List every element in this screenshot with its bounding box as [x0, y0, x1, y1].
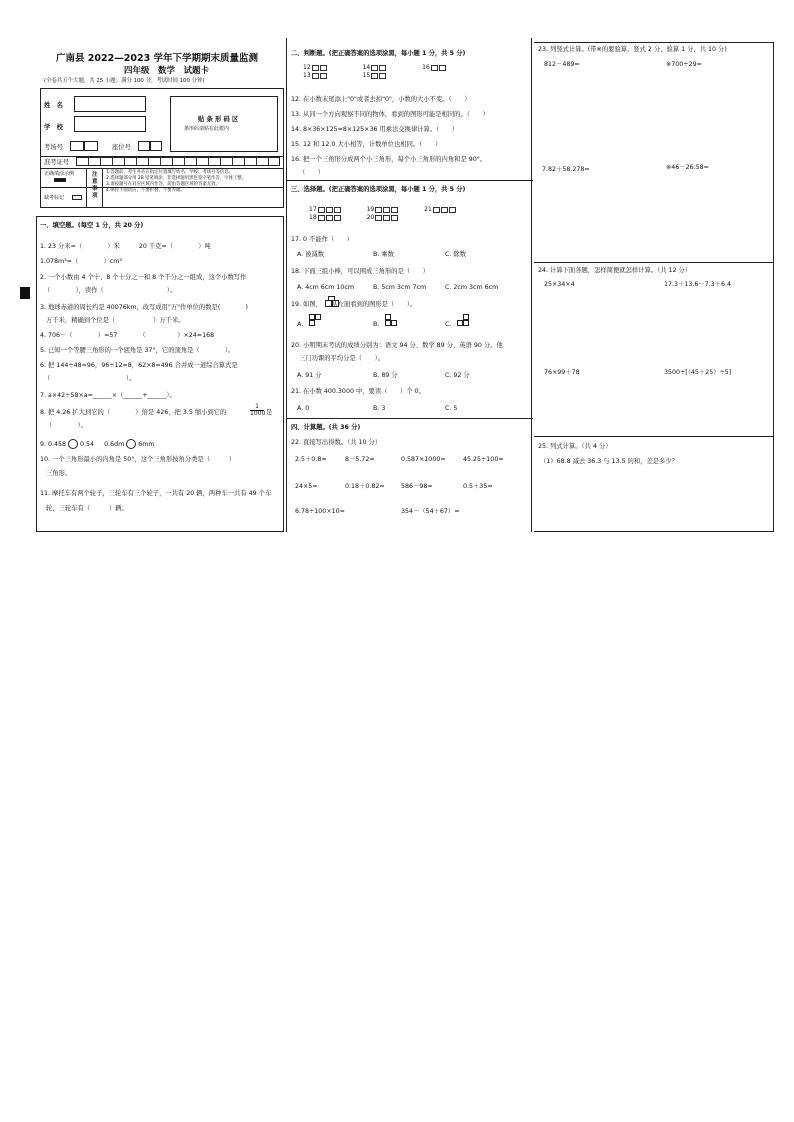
q24-item-4: 3500÷[（45＋25）÷5] — [664, 369, 732, 376]
column-2 — [286, 38, 532, 532]
compare-circle-2[interactable] — [126, 439, 136, 449]
q17-opt-a: A. 被减数 — [297, 251, 325, 258]
q22-r2-c4: 0.5＋35= — [463, 483, 493, 490]
q20b: 三门功课的平均分是（ ）。 — [299, 355, 385, 362]
q18: 18. 下面三组小棒，可以围成三角形的是（ ） — [291, 268, 429, 275]
bubble-label-21: 21 — [424, 206, 432, 213]
q8-fraction-numerator: 1 — [250, 404, 264, 411]
q8-tail: 是 — [266, 409, 273, 416]
q22-r1-c3: 0.587×1000= — [401, 456, 446, 463]
q24-item-2: 17.3＋13.6－7.3＋6.4 — [664, 281, 731, 288]
q22-r3-c1: 6.78÷100×10= — [295, 508, 345, 515]
q23-item-1: 812－489= — [544, 61, 580, 68]
q21-opt-b: B. 3 — [373, 405, 386, 412]
q20-opt-b: B. 89 分 — [373, 372, 398, 379]
barcode-note: 条形码请贴在此框内 — [184, 126, 230, 132]
q2: 2. 一个小数由 4 个十、8 个十分之一和 8 个千分之一组成，这个小数写作 — [40, 274, 247, 281]
q22: 22. 直接写出得数。（共 10 分） — [291, 439, 382, 446]
q16b: （ ） — [299, 169, 325, 176]
notice-line-2: 2.选择题部分用 2B 铅笔填涂，非选择题用黑色签字笔作答，字体工整。 — [106, 176, 247, 181]
q1b: 1.078m³=（ ）cm³ — [40, 258, 122, 265]
bubble-20-a[interactable] — [375, 215, 382, 221]
ticket-number-grid[interactable] — [76, 157, 280, 166]
notice-box — [40, 168, 284, 208]
section3-bubbles-row1 — [309, 206, 456, 213]
q18-opt-b: B. 5cm 3cm 7cm — [373, 284, 427, 291]
q17-opt-b: B. 乘数 — [373, 251, 394, 258]
bubble-13-t[interactable] — [312, 73, 319, 79]
barcode-title: 贴 条 形 码 区 — [198, 116, 239, 123]
name-field[interactable] — [74, 96, 146, 112]
q20-opt-a: A. 91 分 — [297, 372, 322, 379]
bubble-label-12: 12 — [303, 64, 311, 71]
bubble-20-b[interactable] — [383, 215, 390, 221]
bubble-label-19: 19 — [366, 206, 375, 213]
q22-r3-c2: 354－（54＋67）= — [401, 508, 460, 515]
q21: 21. 在小数 400.3000 中，要读（ ）个 0。 — [291, 388, 425, 395]
exam-subtitle: 四年级 数学 试题卡 — [124, 66, 210, 76]
bubble-label-18: 18 — [309, 214, 317, 221]
q9 — [40, 439, 155, 449]
q19-opt-b: B. — [373, 321, 380, 328]
q17-opt-c: C. 除数 — [445, 251, 466, 258]
q18-opt-c: C. 2cm 3cm 6cm — [445, 284, 499, 291]
q8: 8. 把 4.26 扩大到它的（ ）倍是 426，把 3.5 缩小到它的 — [40, 409, 227, 416]
q22-r2-c2: 0.18＋0.82= — [345, 483, 385, 490]
q22-r2-c1: 24×5= — [295, 483, 318, 490]
bubble-17-b[interactable] — [326, 207, 333, 213]
alignment-marker — [20, 287, 30, 299]
bubble-12-f[interactable] — [320, 65, 327, 71]
q23: 23. 列竖式计算。(带※的要验算，竖式 2 分，验算 1 分，共 10 分) — [538, 46, 727, 53]
name-label: 姓 名 — [44, 102, 63, 109]
q23-item-4: ※46－26.58= — [666, 164, 709, 171]
column-3 — [534, 38, 774, 532]
q21-opt-c: C. 5 — [445, 405, 458, 412]
exam-title: 广南县 2022—2023 学年下学期期末质量监测 — [56, 53, 258, 64]
q9-c: 0.6dm — [104, 441, 125, 448]
q20: 20. 小明期末考试的成绩分别为：语文 94 分、数学 89 分、英语 90 分。他 — [291, 342, 503, 349]
notice-line-3: 3.请按题号在对应区域内作答，超出答题区域的答案无效。 — [106, 182, 220, 187]
bubble-label-20: 20 — [366, 214, 375, 221]
q10b: 三角形。 — [46, 470, 72, 477]
q20-opt-c: C. 92 分 — [445, 372, 470, 379]
q8-fraction-denominator: 1000 — [250, 410, 266, 417]
q11b: 轮，三轮车有（ ）辆。 — [46, 505, 128, 512]
section2-title: 二、判断题。(把正确答案的选项涂黑，每小题 1 分，共 5 分) — [291, 50, 466, 57]
q23-item-3: 7.82＋58.278= — [542, 166, 590, 173]
q14: 14. 8×36×125=8×125×36 用乘法交换律计算。（ ） — [291, 126, 459, 133]
school-field[interactable] — [74, 116, 146, 132]
notice-line-4: 4.保持卡面清洁，不要折叠，不要弄破。 — [106, 188, 185, 193]
bubble-label-17: 17 — [309, 206, 317, 213]
bubble-label-13: 13 — [303, 72, 311, 79]
bubble-17-c[interactable] — [334, 207, 341, 213]
q23-item-2: ※700÷29= — [666, 61, 702, 68]
q6: 6. 把 144÷48=96，96÷12=8，62×8=496 合并成一道综合算式是 — [40, 362, 238, 369]
section4-title: 四、计算题。(共 36 分) — [291, 424, 361, 431]
bubble-19-c[interactable] — [391, 207, 398, 213]
bubble-17-a[interactable] — [318, 207, 325, 213]
seat-field[interactable] — [138, 141, 150, 151]
q25-1: （1）68.8 减去 36.3 与 13.5 的和，差是多少？ — [540, 458, 678, 465]
bubble-13-f[interactable] — [320, 73, 327, 79]
q22-r1-c1: 2.5＋0.8= — [295, 456, 327, 463]
notice-line-1: 1.答题前，考生务必在指定位置填写姓名、学校、考场号等信息。 — [106, 170, 234, 175]
q12: 12. 在小数末尾添上"0"或者去掉"0"，小数的大小不变。（ ） — [291, 96, 471, 103]
bubble-21-a[interactable] — [433, 207, 440, 213]
q9-d: 6mm — [138, 441, 155, 448]
section3-title: 三、选择题。(把正确答案的选项涂黑，每小题 1 分，共 5 分) — [291, 186, 466, 193]
q19: 19. 如图， 从左面看到的图形是（ ）。 — [291, 301, 417, 308]
section2-bubbles-row1 — [303, 64, 446, 71]
section3-bubbles-row2 — [309, 214, 398, 221]
q3: 3. 地球赤道的周长约是 40076km，改写成用"万"作单位的数是( ) — [40, 304, 248, 311]
q22-r1-c4: 45.25÷100= — [463, 456, 504, 463]
q24: 24. 计算下面各题，怎样简便就怎样计算。（共 12 分） — [538, 267, 692, 274]
exam-room-field-2[interactable] — [84, 141, 98, 151]
q8-fraction — [250, 404, 264, 417]
q7: 7. a×42÷58×a=______×（______+______）。 — [40, 392, 176, 399]
q19-opt-c: C. — [445, 321, 452, 328]
q10: 10. 一个三角形最小的内角是 50°，这个三角形按角分类是（ ） — [40, 456, 236, 463]
ticket-label: 准考证号 — [44, 159, 70, 166]
q6b: （ ）。 — [44, 375, 136, 382]
q1a: 1. 23 分米=（ ）米 20 千克=（ ）吨 — [40, 243, 211, 250]
bubble-label-14: 14 — [362, 64, 371, 71]
bubble-label-15: 15 — [362, 72, 371, 79]
q5: 5. 已知一个等腰三角形的一个底角是 37°，它的顶角是（ ）。 — [40, 347, 235, 354]
q15: 15. 12 和 12.0 大小相等，计数单位也相同。（ ） — [291, 141, 442, 148]
column-1 — [32, 38, 284, 532]
q13: 13. 从同一个方向观察不同的物体，看到的图形可能是相同的。（ ） — [291, 111, 489, 118]
q19-opt-a: A. — [297, 321, 304, 328]
q18-opt-a: A. 4cm 6cm 10cm — [297, 284, 355, 291]
exam-room-label: 考场号 — [44, 144, 63, 151]
bubble-15-t[interactable] — [371, 73, 378, 79]
bubble-16-f[interactable] — [439, 65, 446, 71]
bubble-21-c[interactable] — [449, 207, 456, 213]
q9-a: 9. 0.458 — [40, 441, 67, 448]
q17: 17. 0 不能作（ ） — [291, 236, 354, 243]
missing-mark-label: 缺考标记 — [44, 195, 65, 201]
q24-item-3: 76×99＋78 — [544, 369, 580, 376]
fill-sample-label: 正确填涂示例 — [44, 171, 75, 177]
bubble-15-f[interactable] — [379, 73, 386, 79]
bubble-19-a[interactable] — [375, 207, 382, 213]
bubble-18-a[interactable] — [318, 215, 325, 221]
compare-circle-1[interactable] — [68, 439, 78, 449]
q8b: （ ）。 — [46, 422, 87, 429]
q4: 4. 706－（ ）=57 （ ）×24=168 — [40, 332, 215, 339]
q21-opt-a: A. 0 — [297, 405, 310, 412]
seat-field-2[interactable] — [150, 141, 162, 151]
bubble-14-f[interactable] — [379, 65, 386, 71]
q22-r2-c3: 586－98= — [401, 483, 433, 490]
bubble-18-c[interactable] — [334, 215, 341, 221]
q3b: 万千米，精确到个位是（ ）万千米。 — [46, 317, 185, 324]
bubble-21-b[interactable] — [441, 207, 448, 213]
section1-title: 一、填空题。(每空 1 分，共 20 分) — [40, 222, 144, 229]
bubble-18-b[interactable] — [326, 215, 333, 221]
bubble-16-t[interactable] — [431, 65, 438, 71]
exam-note: (全卷共五个大题，共 25 小题；满分 100 分，考试时间 100 分钟) — [44, 78, 205, 84]
q25: 25. 列式计算。（共 4 分） — [538, 443, 612, 450]
bubble-label-16: 16 — [422, 64, 430, 71]
seat-label: 座位号 — [112, 144, 131, 151]
q24-item-1: 25×34×4 — [544, 281, 575, 288]
bubble-20-c[interactable] — [391, 215, 398, 221]
barcode-area — [170, 96, 278, 152]
notice-label: 注 意 事 项 — [92, 172, 98, 199]
school-label: 学 校 — [44, 124, 63, 131]
bubble-14-t[interactable] — [371, 65, 378, 71]
q16: 16. 把一个三角形分成两个小三角形，每个小三角形的内角和是 90°。 — [291, 156, 487, 163]
section2-bubbles-row2 — [303, 72, 386, 79]
q11: 11. 摩托车有两个轮子，三轮车有三个轮子，一共有 20 辆，两种车一共有 49 个车 — [40, 490, 272, 497]
q2b: （ ），读作（ ）。 — [44, 287, 177, 294]
q9-b: 0.54 — [80, 441, 95, 448]
q22-r1-c2: 8－5.72= — [345, 456, 375, 463]
bubble-12-t[interactable] — [312, 65, 319, 71]
exam-room-field[interactable] — [70, 141, 84, 151]
bubble-19-b[interactable] — [383, 207, 390, 213]
answer-sheet — [32, 38, 774, 532]
